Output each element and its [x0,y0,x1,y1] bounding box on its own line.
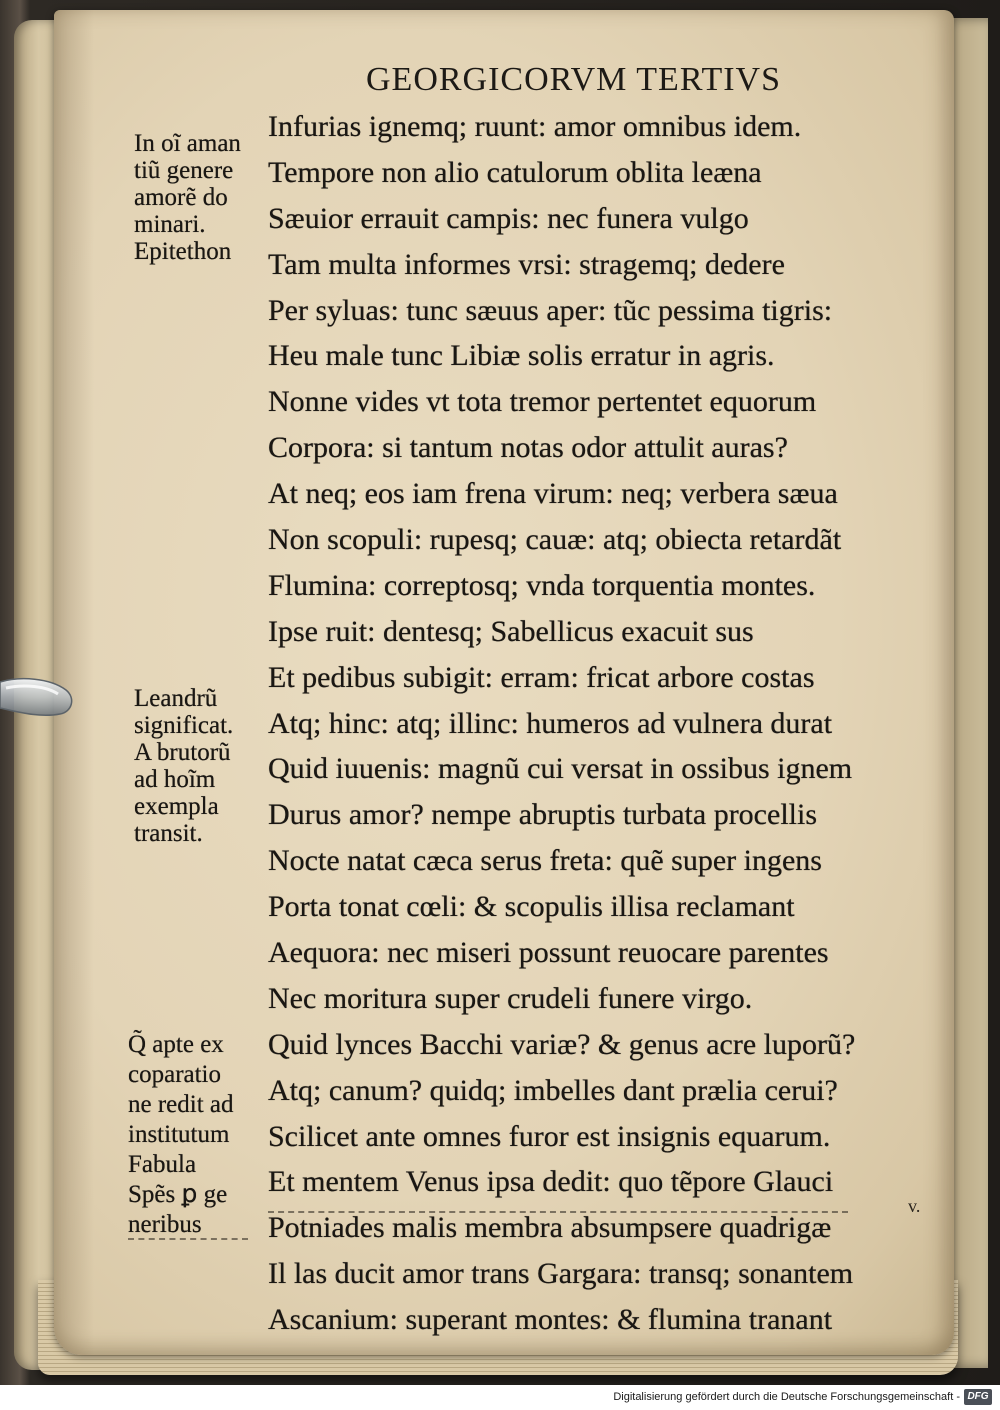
marginal-note-line: Epitethon [134,238,232,265]
marginal-note-line: ad hoĩm [134,766,216,793]
verse-block [268,104,868,1343]
verse-line: Nocte natat cæca serus freta: quẽ super ingens [268,844,822,878]
verse-line: Quid iuuenis: magnũ cui versat in ossibus ignem [268,752,853,786]
marginal-note-line: neribus [128,1211,202,1238]
marginal-note-amor [134,130,274,265]
marginal-note-line: Q̃ apte ex [128,1031,224,1058]
running-title: GEORGICORVM TERTIVS [366,61,782,98]
page-signature-mark: v. [908,1196,921,1216]
glass-clip-icon [0,672,80,724]
verse-line: Quid lynces Bacchi variæ? & genus acre luporũ? [268,1027,856,1061]
marginal-note-line: ne redit ad [128,1091,234,1118]
verse-line: Durus amor? nempe abruptis turbata procellis [268,798,817,832]
marginal-note-leander [134,685,274,847]
marginal-note-line: significat. [134,712,234,739]
marginal-note-line: minari. [134,211,206,238]
marginal-note-line: Spẽs ꝑ ge [128,1181,228,1208]
verse-underline [268,1211,848,1213]
verse-line: Tempore non alio catulorum oblita leæna [268,155,762,189]
marginal-note-fabula [128,1030,268,1240]
verse-line: Scilicet ante omnes furor est insignis equarum. [268,1119,831,1153]
verse-line: Atq; hinc: atq; illinc: humeros ad vulnera durat [268,706,833,740]
funding-credit: Digitalisierung gefördert durch die Deutsche Forschungsgemeinschaft - [613,1391,960,1403]
verse-line: Flumina: correptosq; vnda torquentia montes. [268,568,816,602]
marginal-underline [128,1238,248,1240]
verse-line: Porta tonat cœli: & scopulis illisa reclamant [268,890,795,924]
marginal-note-line: exempla [134,793,219,820]
verse-line: Sæuior errauit campis: nec funera vulgo [268,201,749,235]
verse-line: Corpora: si tantum notas odor attulit auras? [268,431,788,465]
verse-line: Nonne vides vt tota tremor pertentet equorum [268,385,817,419]
marginal-note-line: transit. [134,820,203,847]
footer-bar [0,1385,1000,1410]
verse-line: Et pedibus subigit: erram: fricat arbore costas [268,660,815,694]
marginal-note-line: institutum [128,1121,230,1148]
marginal-note-line: coparatio [128,1061,222,1088]
marginal-note-line: A brutorũ [134,739,231,766]
verse-line: Atq; canum? quidq; imbelles dant prælia cerui? [268,1073,838,1107]
verse-line: Et mentem Venus ipsa dedit: quo tẽpore Glauci [268,1165,834,1199]
verse-line: Potniades malis membra absumpsere quadrigæ [268,1211,832,1245]
verse-line: Ascanium: superant montes: & flumina tranant [268,1303,833,1337]
marginal-note-line: tiũ genere [134,157,234,184]
verse-line: At neq; eos iam frena virum: neq; verbera sæua [268,477,838,511]
verse-line: Heu male tunc Libiæ solis erratur in agris. [268,339,775,373]
verse-line: Nec moritura super crudeli funere virgo. [268,981,753,1015]
verse-line: Tam multa informes vrsi: stragemq; dedere [268,247,785,281]
marginal-note-line: In oĩ aman [134,130,241,157]
verse-line: Ipse ruit: dentesq; Sabellicus exacuit sus [268,614,754,648]
dfg-logo-icon: DFG [964,1389,992,1405]
marginal-note-line: Fabula [128,1151,197,1178]
verse-line: Aequora: nec miseri possunt reuocare parentes [268,936,829,970]
verse-line: Infurias ignemq; ruunt: amor omnibus idem. [268,110,802,143]
verse-line: Non scopuli: rupesq; cauæ: atq; obiecta retardãt [268,523,842,557]
marginal-note-line: amorẽ do [134,184,228,211]
verse-line: Per syluas: tunc sæuus aper: tũc pessima tigris: [268,293,833,327]
verse-line: Il las ducit amor trans Gargara: transq; sonantem [268,1257,854,1291]
marginal-note-line: Leandrũ [134,685,218,712]
